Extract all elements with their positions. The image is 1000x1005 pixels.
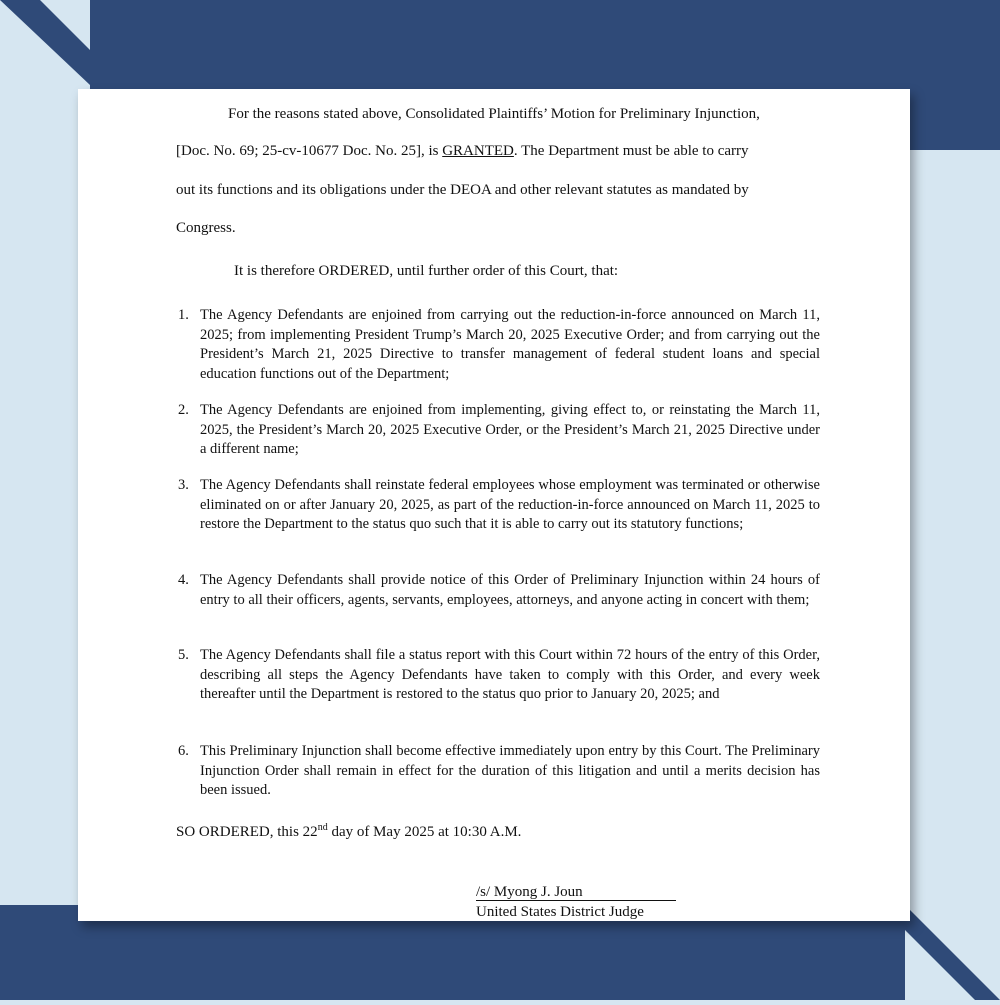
- order-item-number: 3.: [178, 477, 189, 493]
- order-item-text: The Agency Defendants are enjoined from carrying out the reduction-in-force announced on March 11, 2025; from implementing President Trump’s March 20, 2025 Executive Order; and from carrying out the President’s March 21, 2025 Directive to transfer management of federal student loans and special education functions out of the Department;: [200, 307, 820, 382]
- order-item-4: [178, 571, 820, 610]
- so-ordered-text: SO ORDERED, this 22: [176, 824, 318, 840]
- order-item-text: The Agency Defendants shall file a status report with this Court within 72 hours of the entry of this Order, describing all steps the Agency Defendants have taken to comply with this Order, and every week thereafter until the Department is restored to the status quo prior to January 20, 2025; and: [200, 647, 820, 702]
- background-corner-light-top-left: [0, 0, 90, 150]
- granted-text: GRANTED: [442, 143, 514, 159]
- order-item-text: The Agency Defendants are enjoined from implementing, giving effect to, or reinstating the March 11, 2025, the President’s March 20, 2025 Executive Order, or the President’s March 21, 2025 Directive under a different name;: [200, 402, 820, 457]
- doc-reference: [Doc. No. 69; 25-cv-10677 Doc. No. 25], is: [176, 143, 443, 159]
- so-ordered-line: [176, 822, 521, 841]
- intro-line-1: For the reasons stated above, Consolidated Plaintiffs’ Motion for Preliminary Injunction,: [228, 106, 760, 122]
- order-item-number: 4.: [178, 572, 189, 588]
- diagonal-stripe-top-left: [0, 0, 90, 150]
- document-page: [78, 89, 910, 921]
- order-item-number: 6.: [178, 743, 189, 759]
- intro-line-2: [176, 142, 749, 160]
- intro-line-2-end: . The Department must be able to carry: [513, 143, 749, 159]
- ordinal-suffix: nd: [317, 822, 328, 833]
- order-item-text: The Agency Defendants shall provide notice of this Order of Preliminary Injunction within 24 hours of entry to all their officers, agents, servants, employees, attorneys, and anyone acting in concert with them;: [200, 572, 820, 608]
- ordered-line: It is therefore ORDERED, until further order of this Court, that:: [234, 263, 619, 279]
- signature: /s/ Myong J. Joun: [476, 884, 676, 901]
- order-item-1: [178, 306, 820, 384]
- order-item-number: 5.: [178, 647, 189, 663]
- order-item-number: 2.: [178, 402, 189, 418]
- order-item-text: This Preliminary Injunction shall become effective immediately upon entry by this Court. The Preliminary Injunction Order shall remain in effect for the duration of this litigation and until a merits decision has been issued.: [200, 743, 820, 798]
- order-item-6: [178, 742, 820, 801]
- order-item-5: [178, 646, 820, 705]
- intro-line-3: out its functions and its obligations under the DEOA and other relevant statutes as mandated by: [176, 182, 749, 198]
- order-item-number: 1.: [178, 307, 189, 323]
- judge-title: United States District Judge: [476, 904, 644, 920]
- background-corner-light-bottom-right: [905, 905, 1000, 1000]
- order-item-3: [178, 476, 820, 535]
- order-item-text: The Agency Defendants shall reinstate federal employees whose employment was terminated or otherwise eliminated on or after January 20, 2025, as part of the reduction-in-force announced on March 11, 2025 to restore the Department to the status quo such that it is able to carry out its statutory functions;: [200, 477, 820, 532]
- order-item-2: [178, 401, 820, 460]
- diagonal-stripe-bottom-right: [905, 905, 1000, 1000]
- signature-block: [476, 884, 676, 901]
- intro-line-4: Congress.: [176, 220, 236, 236]
- so-ordered-date: day of May 2025 at 10:30 A.M.: [327, 824, 522, 840]
